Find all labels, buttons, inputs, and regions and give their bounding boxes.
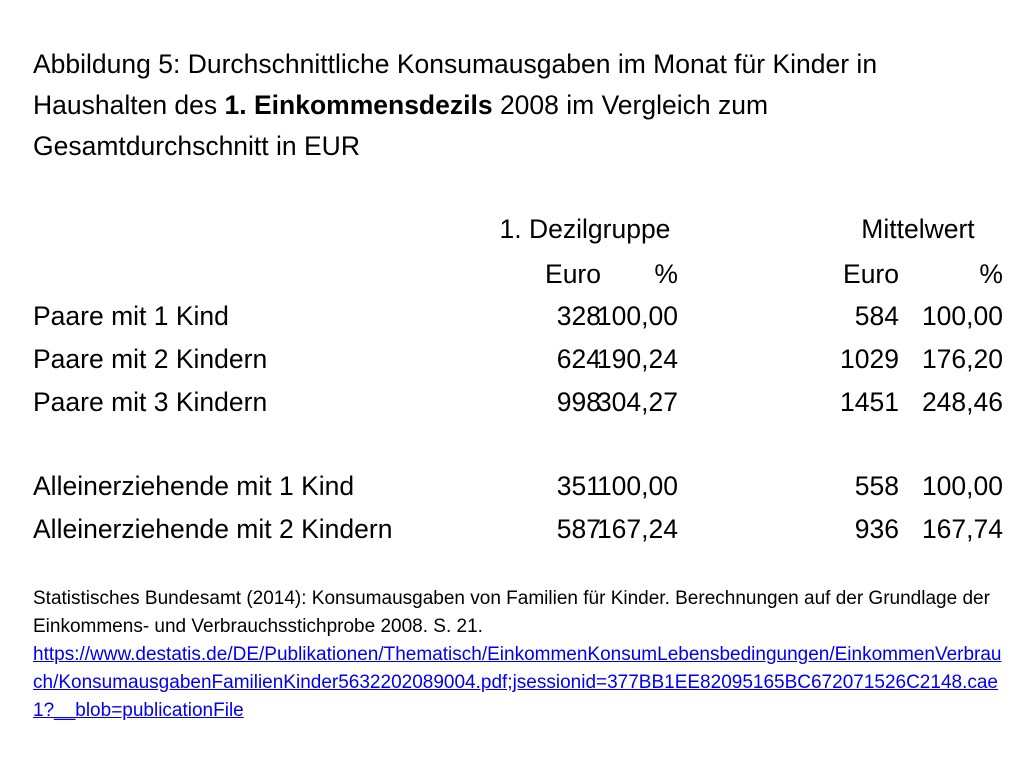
cell-euro-mean: 558 — [854, 471, 899, 501]
cell-euro-mean: 1451 — [840, 387, 899, 417]
sub-header-row — [33, 254, 1008, 294]
group-header-mean: Mittelwert — [861, 214, 975, 244]
cell-euro-decile: 328 — [556, 301, 601, 331]
sub-header-percent-decile: % — [654, 259, 678, 289]
title-prefix: Abbildung 5: Durchschnittliche Konsumausgaben im Monat für Kinder in Haushalten des — [33, 49, 878, 120]
cell-euro-decile: 587 — [556, 514, 601, 544]
cell-euro-decile: 624 — [556, 344, 601, 374]
group-header-row — [33, 209, 1008, 249]
cell-percent-mean: 167,74 — [921, 514, 1003, 544]
cell-percent-decile: 100,00 — [596, 301, 678, 331]
table-row — [33, 466, 1008, 506]
cell-percent-mean: 100,00 — [921, 301, 1003, 331]
cell-euro-mean: 936 — [854, 514, 899, 544]
group-header-decile: 1. Dezilgruppe — [499, 214, 671, 244]
row-label: Alleinerziehende mit 2 Kindern — [33, 514, 393, 544]
cell-percent-mean: 176,20 — [921, 344, 1003, 374]
cell-percent-decile: 100,00 — [596, 471, 678, 501]
cell-euro-mean: 1029 — [840, 344, 899, 374]
row-label: Paare mit 1 Kind — [33, 301, 229, 331]
table-row — [33, 339, 1008, 379]
row-label: Paare mit 2 Kindern — [33, 344, 268, 374]
cell-percent-mean: 100,00 — [921, 471, 1003, 501]
table-row — [33, 296, 1008, 336]
row-label: Paare mit 3 Kindern — [33, 387, 268, 417]
cell-percent-mean: 248,46 — [921, 387, 1003, 417]
title-suffix: 2008 im Vergleich zum Gesamtdurchschnitt in EUR — [33, 90, 769, 161]
slide-title — [33, 44, 1008, 167]
source-text: Statistisches Bundesamt (2014): Konsumausgaben von Familien für Kinder. Berechnungen auf der Grundlage der Einkommens- und Verbrauchsstichprobe 2008. S. 21. — [33, 588, 990, 637]
sub-header-euro-decile: Euro — [545, 259, 601, 289]
cell-euro-decile: 998 — [556, 387, 601, 417]
cell-percent-decile: 167,24 — [596, 514, 678, 544]
cell-euro-mean: 584 — [854, 301, 899, 331]
sub-header-euro-mean: Euro — [843, 259, 899, 289]
source-link[interactable]: https://www.destatis.de/DE/Publikationen/Thematisch/EinkommenKonsumLebensbedingungen/EinkommenVerbrauch/KonsumausgabenFamilienKinder5632202089004.pdf;jsessionid=377BB1EE82095165BC672071526C2148.cae1?__blob=publicationFile — [33, 644, 1002, 721]
title-bold: 1. Einkommensdezils — [224, 90, 493, 120]
row-label: Alleinerziehende mit 1 Kind — [33, 471, 355, 501]
cell-percent-decile: 190,24 — [596, 344, 678, 374]
sub-header-percent-mean: % — [979, 259, 1003, 289]
cell-euro-decile: 351 — [556, 471, 601, 501]
source-citation — [33, 585, 1008, 725]
table-row — [33, 382, 1008, 422]
table-row — [33, 509, 1008, 549]
cell-percent-decile: 304,27 — [596, 387, 678, 417]
